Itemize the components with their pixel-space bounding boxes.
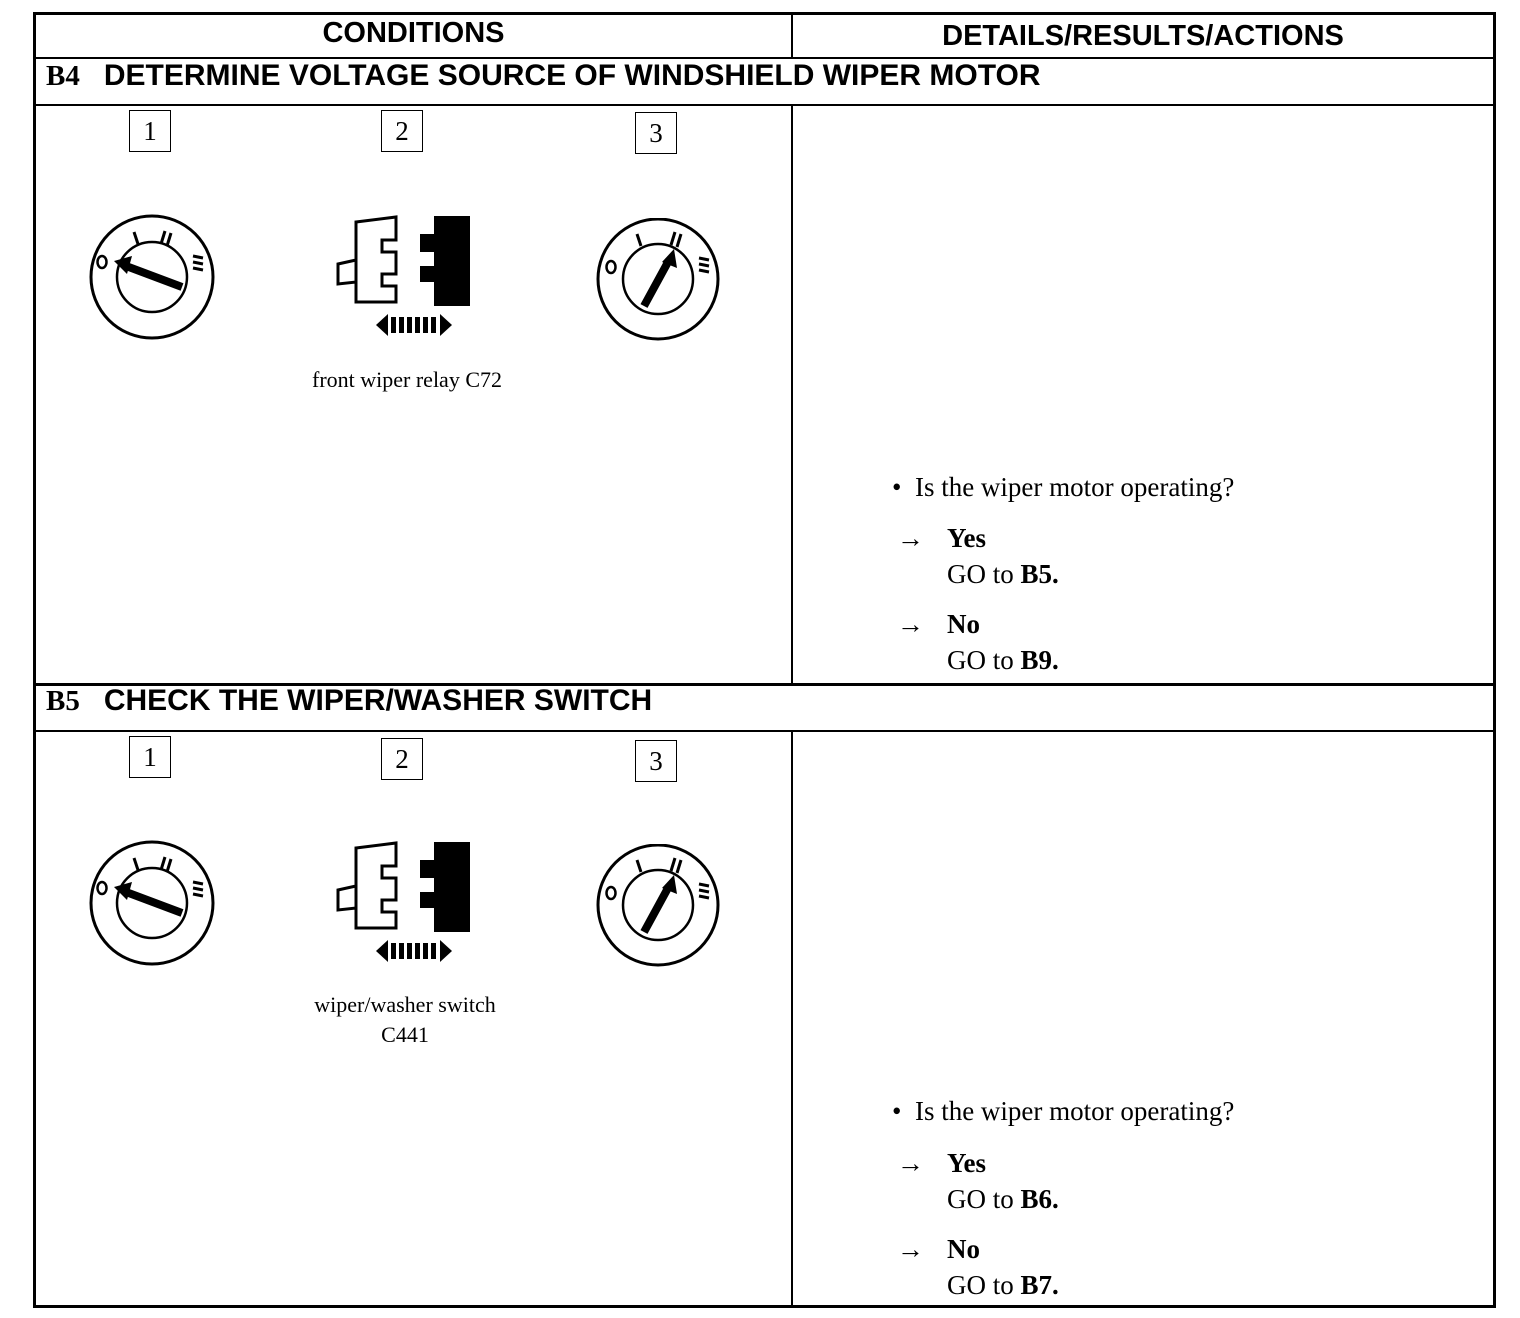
question-text xyxy=(892,1096,1234,1127)
arrow-icon: → xyxy=(897,523,924,553)
conditions-header: CONDITIONS xyxy=(322,17,505,49)
go-to-text: GO to xyxy=(947,1184,1014,1214)
no-label: No xyxy=(947,1234,980,1264)
arrow-icon: → xyxy=(897,609,924,639)
section-title-b5 xyxy=(46,684,652,718)
ignition-switch-off-icon xyxy=(86,840,218,966)
bullet-icon: • xyxy=(892,1096,902,1126)
section-title-b4 xyxy=(46,59,1041,93)
section-title-text: CHECK THE WIPER/WASHER SWITCH xyxy=(103,684,653,717)
section-title-text: DETERMINE VOLTAGE SOURCE OF WINDSHIELD WIPER MOTOR xyxy=(103,59,1041,92)
ignition-switch-off-icon xyxy=(86,214,218,340)
question-label: Is the wiper motor operating? xyxy=(914,1096,1235,1126)
step-number-box: 3 xyxy=(635,740,677,782)
arrow-icon: → xyxy=(897,1234,924,1264)
step-number-box: 2 xyxy=(381,738,423,780)
question-label: Is the wiper motor operating? xyxy=(914,472,1235,502)
ignition-switch-run-icon xyxy=(596,844,722,968)
caption-line: wiper/washer switch xyxy=(314,992,496,1017)
step-number-box: 1 xyxy=(129,110,171,152)
connector-disconnect-icon xyxy=(334,212,474,338)
step-number-box: 2 xyxy=(381,110,423,152)
go-to-target: B9. xyxy=(1020,645,1059,675)
caption-line: front wiper relay C72 xyxy=(312,367,502,392)
no-branch xyxy=(897,1231,1059,1303)
step-number-box: 1 xyxy=(129,736,171,778)
no-label: No xyxy=(947,609,980,639)
component-caption xyxy=(255,990,555,1050)
caption-line: C441 xyxy=(381,1022,429,1047)
yes-label: Yes xyxy=(947,1148,986,1178)
connector-disconnect-icon xyxy=(334,838,474,964)
section-code: B4 xyxy=(46,60,80,92)
details-results-actions-header: DETAILS/RESULTS/ACTIONS xyxy=(942,20,1344,52)
go-to-text: GO to xyxy=(947,645,1014,675)
go-to-target: B5. xyxy=(1020,559,1059,589)
question-text xyxy=(892,472,1234,503)
go-to-target: B7. xyxy=(1020,1270,1059,1300)
arrow-icon: → xyxy=(897,1148,924,1178)
yes-branch xyxy=(897,1145,1059,1217)
go-to-text: GO to xyxy=(947,1270,1014,1300)
go-to-text: GO to xyxy=(947,559,1014,589)
go-to-target: B6. xyxy=(1020,1184,1059,1214)
bullet-icon: • xyxy=(892,472,902,502)
yes-label: Yes xyxy=(947,523,986,553)
no-branch xyxy=(897,606,1059,678)
component-caption xyxy=(257,365,557,395)
yes-branch xyxy=(897,520,1059,592)
step-number-box: 3 xyxy=(635,112,677,154)
section-code: B5 xyxy=(46,685,80,717)
ignition-switch-run-icon xyxy=(596,218,722,342)
